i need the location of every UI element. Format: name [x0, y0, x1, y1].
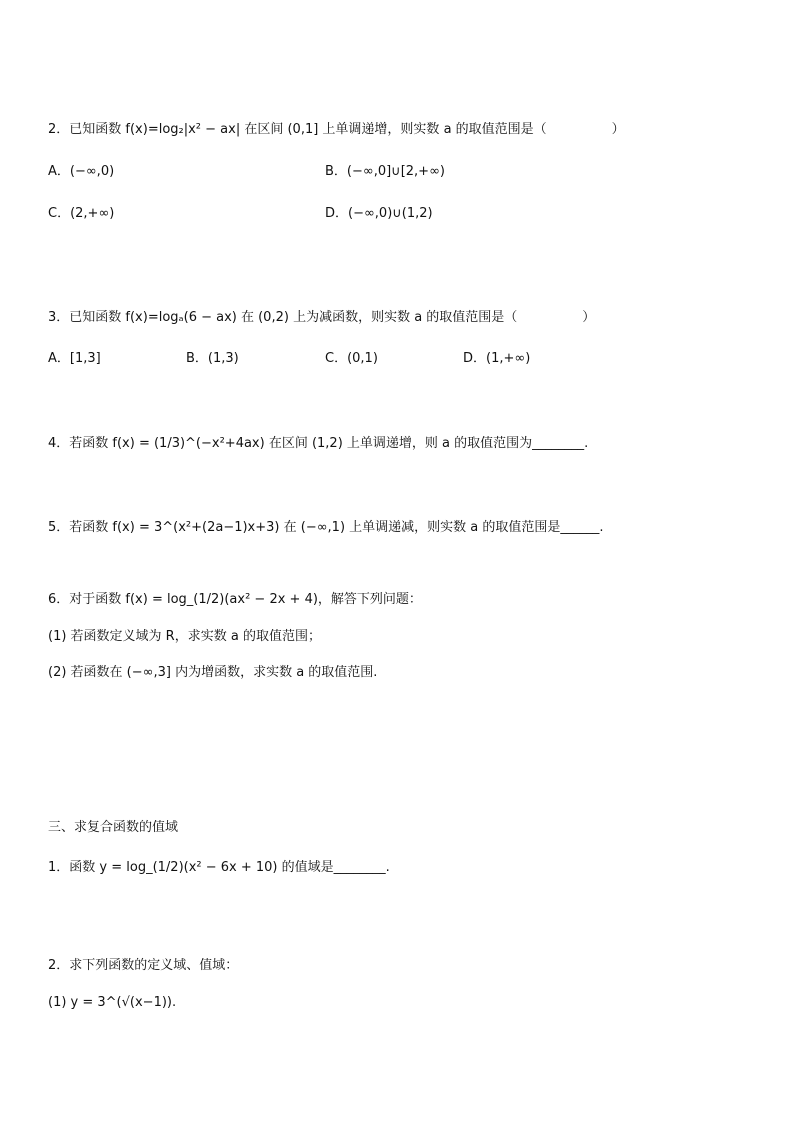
question-6-part-2: (2) 若函数在 (−∞,3] 内为增函数，求实数 a 的取值范围.	[48, 665, 378, 680]
question-2-option-a: A．(−∞,0)	[48, 164, 115, 179]
section-3-heading: 三、求复合函数的值域	[48, 820, 179, 835]
question-3-option-b: B．(1,3)	[186, 351, 239, 366]
question-3-option-c: C．(0,1)	[325, 351, 378, 366]
question-6-stem: 6．对于函数 f(x) = log_(1/2)(ax² − 2x + 4)，解答下列问题：	[48, 592, 422, 607]
question-3-stem: 3．已知函数 f(x)=logₐ(6 − ax) 在 (0,2) 上为减函数，则实数 a 的取值范围是（ ）	[48, 310, 596, 325]
question-2-option-d: D．(−∞,0)∪(1,2)	[325, 206, 433, 221]
section-3-question-1: 1．函数 y = log_(1/2)(x² − 6x + 10) 的值域是________.	[48, 860, 390, 875]
question-2-option-b: B．(−∞,0]∪[2,+∞)	[325, 164, 445, 179]
question-5-stem: 5．若函数 f(x) = 3^(x²+(2a−1)x+3) 在 (−∞,1) 上单调递减，则实数 a 的取值范围是______.	[48, 520, 604, 535]
section-3-question-2-part-1: (1) y = 3^(√(x−1)).	[48, 995, 177, 1010]
question-3-option-a: A．[1,3]	[48, 351, 101, 366]
question-2-stem: 2．已知函数 f(x)=log₂|x² − ax| 在区间 (0,1] 上单调递增，则实数 a 的取值范围是（ ）	[48, 122, 625, 137]
question-6-part-1: (1) 若函数定义域为 R，求实数 a 的取值范围；	[48, 629, 321, 644]
question-2-option-c: C．(2,+∞)	[48, 206, 115, 221]
question-3-option-d: D．(1,+∞)	[463, 351, 531, 366]
section-3-question-2: 2．求下列函数的定义域、值域：	[48, 958, 239, 973]
question-4-stem: 4．若函数 f(x) = (1/3)^(−x²+4ax) 在区间 (1,2) 上单调递增，则 a 的取值范围为________.	[48, 436, 589, 451]
